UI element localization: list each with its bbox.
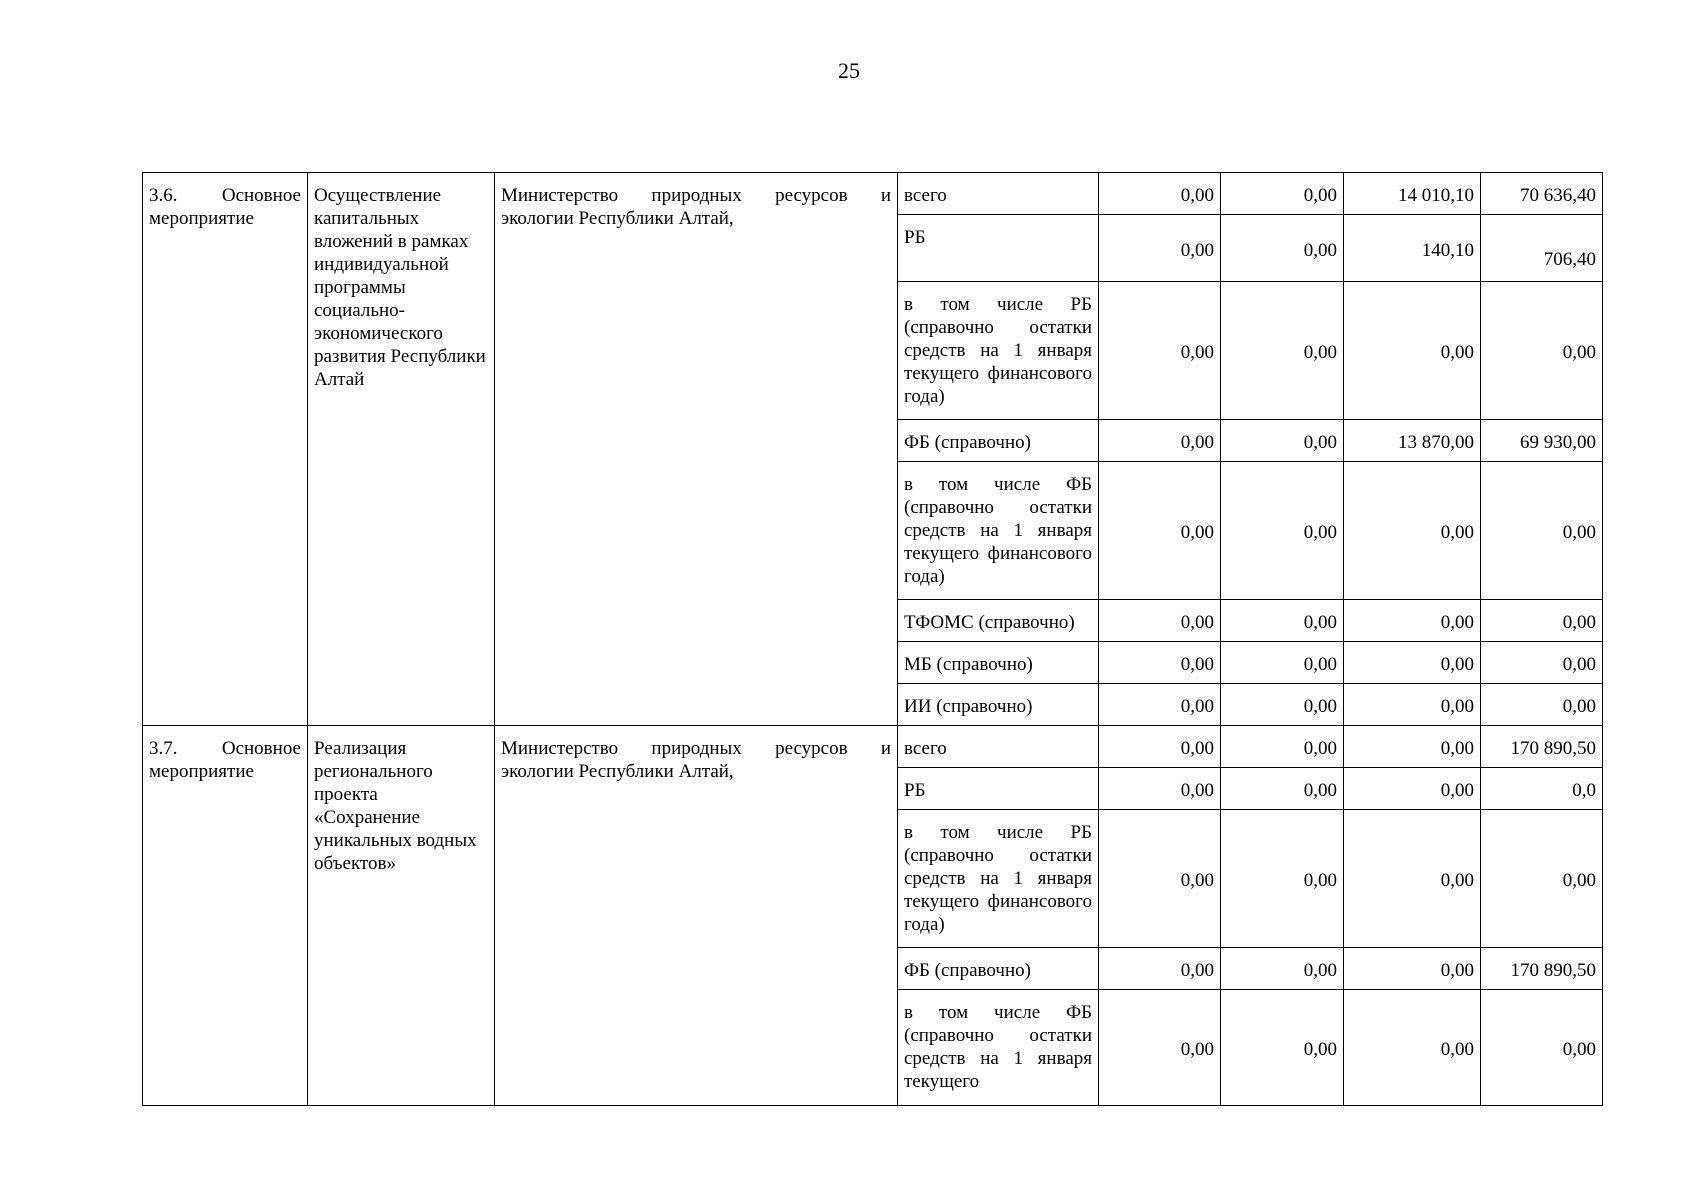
measure-executor bbox=[495, 173, 898, 726]
value-cell: 0,00 bbox=[1481, 642, 1603, 684]
value-cell: 706,40 bbox=[1481, 215, 1603, 282]
measure-code-head: 3.6. Основное bbox=[149, 185, 301, 206]
value-cell: 0,00 bbox=[1221, 173, 1344, 215]
funding-source: всего bbox=[898, 726, 1099, 768]
value-cell: 0,00 bbox=[1481, 600, 1603, 642]
measure-code-tail: мероприятие bbox=[149, 208, 254, 229]
value-cell: 0,00 bbox=[1099, 810, 1221, 948]
value-cell: 0,00 bbox=[1099, 684, 1221, 726]
value-cell: 0,00 bbox=[1481, 462, 1603, 600]
funding-source: в том числе РБ (справочно остатки средств на 1 января текущего финансового года) bbox=[898, 810, 1099, 948]
value-cell: 0,00 bbox=[1344, 642, 1481, 684]
value-cell: 0,00 bbox=[1221, 726, 1344, 768]
funding-source: в том числе ФБ (справочно остатки средств на 1 января текущего bbox=[898, 990, 1099, 1106]
funding-source: РБ bbox=[898, 768, 1099, 810]
funding-source: ТФОМС (справочно) bbox=[898, 600, 1099, 642]
value-cell: 0,00 bbox=[1481, 282, 1603, 420]
funding-source: ФБ (справочно) bbox=[898, 420, 1099, 462]
value-cell: 0,00 bbox=[1481, 810, 1603, 948]
value-cell: 0,00 bbox=[1481, 990, 1603, 1106]
value-cell: 13 870,00 bbox=[1344, 420, 1481, 462]
value-cell: 0,00 bbox=[1221, 768, 1344, 810]
value-cell: 0,00 bbox=[1344, 726, 1481, 768]
funding-table bbox=[142, 172, 1603, 1106]
funding-source: МБ (справочно) bbox=[898, 642, 1099, 684]
value-cell: 170 890,50 bbox=[1481, 948, 1603, 990]
value-cell: 0,00 bbox=[1099, 768, 1221, 810]
value-cell: 70 636,40 bbox=[1481, 173, 1603, 215]
value-cell: 69 930,00 bbox=[1481, 420, 1603, 462]
table-row bbox=[143, 173, 1603, 215]
measure-name: Осуществление капитальных вложений в рамках индивидуальной программы социально-экономического развития Республики Алтай bbox=[308, 173, 495, 726]
value-cell: 14 010,10 bbox=[1344, 173, 1481, 215]
value-cell: 0,00 bbox=[1099, 600, 1221, 642]
measure-code-head: 3.7. Основное bbox=[149, 738, 301, 759]
page-number: 25 bbox=[838, 58, 860, 83]
value-cell: 0,00 bbox=[1099, 173, 1221, 215]
value-cell: 0,00 bbox=[1099, 726, 1221, 768]
value-cell: 0,00 bbox=[1099, 282, 1221, 420]
value-cell: 0,00 bbox=[1344, 462, 1481, 600]
value-cell: 0,00 bbox=[1481, 684, 1603, 726]
value-cell: 0,00 bbox=[1221, 420, 1344, 462]
value-cell: 0,00 bbox=[1221, 642, 1344, 684]
measure-code bbox=[143, 173, 308, 726]
funding-source: всего bbox=[898, 173, 1099, 215]
measure-code-tail: мероприятие bbox=[149, 761, 254, 782]
value-cell: 0,00 bbox=[1221, 810, 1344, 948]
value-cell: 0,00 bbox=[1221, 990, 1344, 1106]
value-cell: 0,00 bbox=[1099, 948, 1221, 990]
value-cell: 0,00 bbox=[1221, 684, 1344, 726]
value-cell: 0,00 bbox=[1221, 948, 1344, 990]
value-cell: 0,00 bbox=[1221, 282, 1344, 420]
measure-executor-tail: экологии Республики Алтай, bbox=[501, 761, 734, 782]
value-cell: 0,00 bbox=[1344, 600, 1481, 642]
funding-source: РБ bbox=[898, 215, 1099, 282]
value-cell: 0,00 bbox=[1221, 462, 1344, 600]
value-cell: 170 890,50 bbox=[1481, 726, 1603, 768]
value-cell: 0,00 bbox=[1344, 990, 1481, 1106]
funding-source: ИИ (справочно) bbox=[898, 684, 1099, 726]
measure-name: Реализация регионального проекта «Сохранение уникальных водных объектов» bbox=[308, 726, 495, 1106]
measure-executor-head: Министерство природных ресурсов и bbox=[501, 738, 891, 759]
funding-source: ФБ (справочно) bbox=[898, 948, 1099, 990]
value-cell: 0,00 bbox=[1221, 600, 1344, 642]
measure-executor-tail: экологии Республики Алтай, bbox=[501, 208, 734, 229]
measure-code bbox=[143, 726, 308, 1106]
value-cell: 0,00 bbox=[1221, 215, 1344, 282]
value-cell: 0,00 bbox=[1099, 215, 1221, 282]
value-cell: 0,0 bbox=[1481, 768, 1603, 810]
measure-executor bbox=[495, 726, 898, 1106]
value-cell: 0,00 bbox=[1344, 684, 1481, 726]
value-cell: 0,00 bbox=[1344, 768, 1481, 810]
funding-source: в том числе РБ (справочно остатки средств на 1 января текущего финансового года) bbox=[898, 282, 1099, 420]
value-cell: 0,00 bbox=[1344, 282, 1481, 420]
funding-source: в том числе ФБ (справочно остатки средств на 1 января текущего финансового года) bbox=[898, 462, 1099, 600]
value-cell: 0,00 bbox=[1344, 948, 1481, 990]
value-cell: 0,00 bbox=[1099, 642, 1221, 684]
measure-executor-head: Министерство природных ресурсов и bbox=[501, 185, 891, 206]
value-cell: 0,00 bbox=[1099, 462, 1221, 600]
value-cell: 0,00 bbox=[1099, 990, 1221, 1106]
value-cell: 0,00 bbox=[1099, 420, 1221, 462]
value-cell: 140,10 bbox=[1344, 215, 1481, 282]
table-row bbox=[143, 726, 1603, 768]
value-cell: 0,00 bbox=[1344, 810, 1481, 948]
